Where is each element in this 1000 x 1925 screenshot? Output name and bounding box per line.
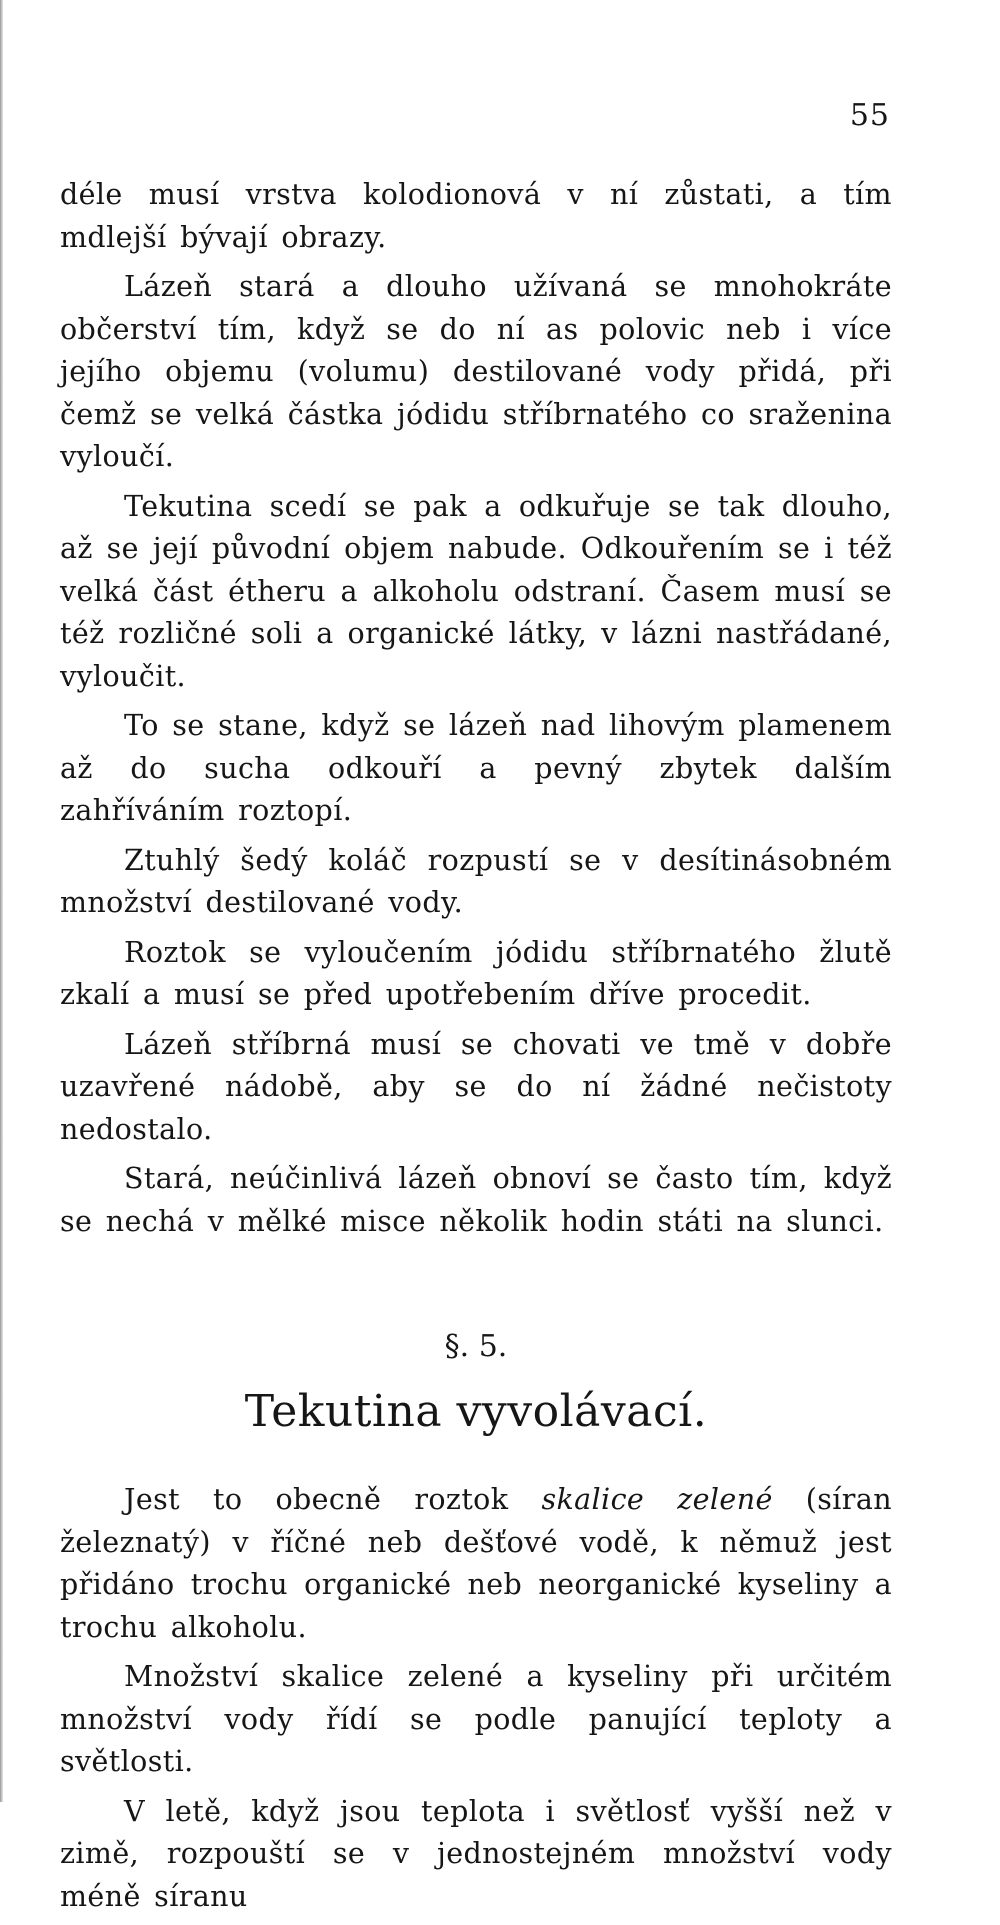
section-number: §. 5. [444,1329,508,1364]
paragraph-text: Jest to obecně roztok [124,1483,542,1516]
body-before-section [60,174,892,1243]
paragraph: Lázeň stříbrná musí se chovati ve tmě v dobře uzavřené nádobě, aby se do ní žádné nečistoty nedostalo. [60,1027,892,1146]
paragraph: Množství skalice zelené a kyseliny při určitém množství vody řídí se podle panující teploty a světlosti. [60,1660,892,1778]
paragraph: Tekutina scedí se pak a odkuřuje se tak dlouho, až se její původní objem nabude. Odkouřením se i též velká část étheru a alkoholu odstraní. Časem musí se též rozličné soli a organické látky, v lázni nastřádané, vyloučit. [60,489,892,693]
page-edge-shadow [0,0,3,1802]
section-title: Tekutina vyvolávací. [244,1386,708,1437]
paragraph-text: (síran železnatý) v říčné neb dešťové vodě, k němuž jest přidáno trochu organické neb neorganické kyseliny a trochu alkoholu. [60,1483,892,1644]
body-after-section [60,1479,892,1918]
paragraph-with-emphasis [60,1479,892,1649]
paragraph: Stará, neúčinlivá lázeň obnoví se často tím, když se nechá v mělké misce několik hodin státi na slunci. [60,1162,892,1238]
paragraph: To se stane, když se lázeň nad lihovým plamenem až do sucha odkouří a pevný zbytek dalším zahříváním roztopí. [60,709,892,827]
paragraph: Roztok se vyloučením jódidu stříbrnatého žlutě zkalí a musí se před upotřebením dříve procedit. [60,935,892,1011]
paragraph: déle musí vrstva kolodionová v ní zůstati, a tím mdlejší bývají obrazy. [60,178,892,254]
paragraph: Lázeň stará a dlouho užívaná se mnohokráte občerství tím, když se do ní as polovic neb i více jejího objemu (volumu) destilované vody přidá, při čemž se velká částka jódidu stříbrnatého co sraženina vyloučí. [60,270,892,473]
page-number: 55 [849,98,890,133]
text-column [60,174,892,1925]
emphasized-term: skalice zelené [541,1483,773,1516]
paragraph: Ztuhlý šedý koláč rozpustí se v desítinásobném množství destilované vody. [60,843,892,919]
paragraph: V letě, když jsou teplota i světlosť vyšší než v zimě, rozpouští se v jednostejném množství vody méně síranu [60,1794,892,1913]
